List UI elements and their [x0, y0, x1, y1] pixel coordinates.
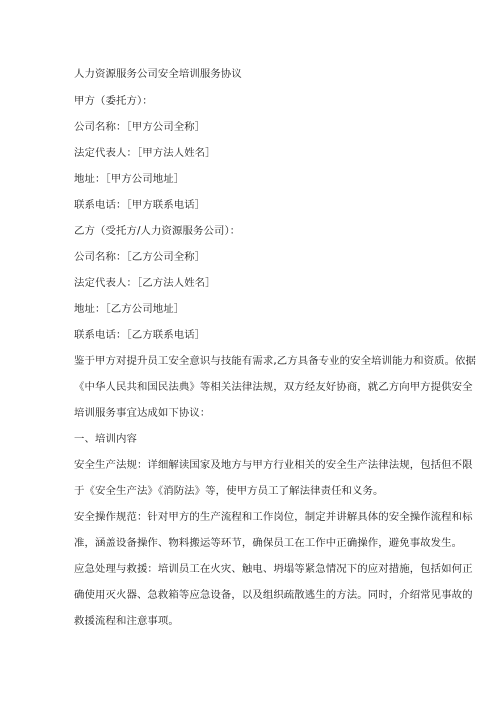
section-1-heading: 一、培训内容 [74, 433, 137, 445]
party-b-address: 地址：［乙方公司地址］ [74, 303, 185, 315]
party-a-legal-rep: 法定代表人：［甲方法人姓名］ [74, 147, 216, 159]
section-1-item-3-line: 应急处理与救援：培训员工在火灾、触电、坍塌等紧急情况下的应对措施，包括如何正 [74, 563, 473, 575]
party-a-phone: 联系电话：［甲方联系电话］ [74, 199, 206, 211]
party-b-legal-rep: 法定代表人：［乙方法人姓名］ [74, 277, 216, 289]
party-b-heading: 乙方（受托方/人力资源服务公司）： [74, 225, 241, 237]
document-title: 人力资源服务公司安全培训服务协议 [74, 68, 242, 80]
preamble-line: 鉴于甲方对提升员工安全意识与技能有需求,乙方具备专业的安全培训能力和资质。依据 [74, 355, 477, 367]
preamble-line: 《中华人民共和国民法典》等相关法律法规，双方经友好协商，就乙方向甲方提供安全 [74, 381, 473, 393]
party-a-address: 地址：［甲方公司地址］ [74, 173, 185, 185]
section-1-item-2-line: 安全操作规范：针对甲方的生产流程和工作岗位，制定并讲解具体的安全操作流程和标 [74, 511, 473, 523]
section-1-item-1-line: 于《安全生产法》《消防法》等，使甲方员工了解法律责任和义务。 [74, 485, 384, 497]
party-b-company-name: 公司名称：［乙方公司全称］ [74, 251, 206, 263]
party-a-heading: 甲方（委托方）： [74, 95, 153, 107]
party-b-phone: 联系电话：［乙方联系电话］ [74, 329, 206, 341]
section-1-item-1-line: 安全生产法规：详细解读国家及地方与甲方行业相关的安全生产法律法规，包括但不限 [74, 459, 473, 471]
preamble-line: 培训服务事宜达成如下协议： [74, 407, 211, 419]
section-1-item-3-line: 确使用灭火器、急救箱等应急设备，以及组织疏散逃生的方法。同时，介绍常见事故的 [74, 589, 473, 601]
section-1-item-3-line: 救援流程和注意事项。 [74, 615, 179, 627]
section-1-item-2-line: 准，涵盖设备操作、物料搬运等环节，确保员工在工作中正确操作，避免事故发生。 [74, 537, 463, 549]
party-a-company-name: 公司名称：［甲方公司全称］ [74, 121, 206, 133]
